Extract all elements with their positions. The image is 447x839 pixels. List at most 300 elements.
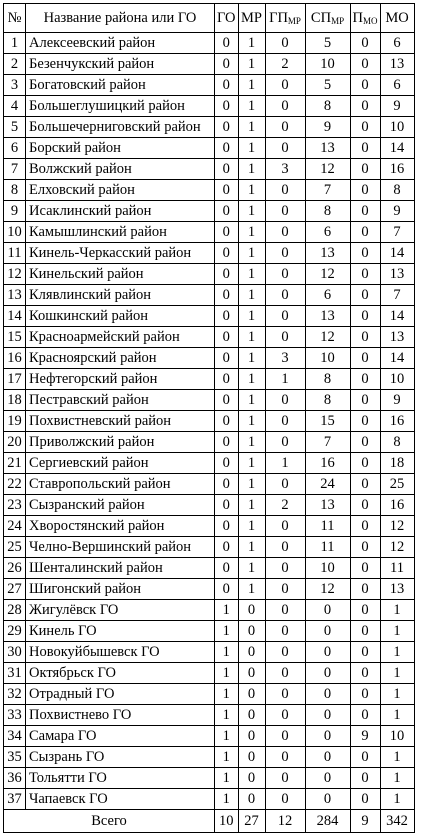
table-row	[4, 264, 415, 285]
table-row	[4, 138, 415, 159]
cell-mo: 14	[380, 306, 414, 327]
cell-sp: 15	[305, 411, 350, 432]
cell-mr: 1	[238, 159, 265, 180]
cell-go: 0	[215, 75, 239, 96]
cell-go: 0	[215, 222, 239, 243]
table-row	[4, 516, 415, 537]
cell-mo: 1	[380, 663, 414, 684]
cell-mo: 1	[380, 789, 414, 810]
cell-num: 26	[4, 558, 26, 579]
cell-gp: 0	[265, 705, 305, 726]
cell-sp: 0	[305, 768, 350, 789]
cell-district-name: Пестравский район	[26, 390, 215, 411]
cell-num: 15	[4, 327, 26, 348]
cell-num: 11	[4, 243, 26, 264]
cell-gp: 0	[265, 579, 305, 600]
districts-table	[3, 3, 415, 833]
table-row	[4, 243, 415, 264]
cell-go: 1	[215, 705, 239, 726]
cell-sp: 0	[305, 663, 350, 684]
cell-mr: 0	[238, 684, 265, 705]
cell-mo: 9	[380, 96, 414, 117]
cell-mo: 1	[380, 621, 414, 642]
cell-num: 8	[4, 180, 26, 201]
cell-district-name: Тольятти ГО	[26, 768, 215, 789]
cell-gp: 0	[265, 789, 305, 810]
cell-p: 0	[350, 243, 380, 264]
cell-sp: 12	[305, 579, 350, 600]
cell-sp: 12	[305, 264, 350, 285]
cell-mo: 9	[380, 390, 414, 411]
cell-num: 32	[4, 684, 26, 705]
cell-district-name: Борский район	[26, 138, 215, 159]
cell-district-name: Кошкинский район	[26, 306, 215, 327]
cell-num: 19	[4, 411, 26, 432]
cell-go: 1	[215, 768, 239, 789]
cell-sp: 0	[305, 684, 350, 705]
table-row	[4, 432, 415, 453]
cell-go: 0	[215, 453, 239, 474]
header-mo: МО	[380, 4, 414, 33]
cell-go: 1	[215, 789, 239, 810]
header-sp-main: СП	[310, 10, 332, 26]
header-p-sub: МО	[362, 16, 378, 26]
table-row	[4, 705, 415, 726]
table-row	[4, 789, 415, 810]
cell-p: 0	[350, 348, 380, 369]
cell-district-name: Волжский район	[26, 159, 215, 180]
cell-mr: 1	[238, 537, 265, 558]
cell-go: 0	[215, 54, 239, 75]
cell-district-name: Кинельский район	[26, 264, 215, 285]
cell-gp: 0	[265, 201, 305, 222]
cell-p: 0	[350, 96, 380, 117]
table-row	[4, 537, 415, 558]
cell-district-name: Хворостянский район	[26, 516, 215, 537]
cell-sp: 5	[305, 33, 350, 54]
cell-mo: 13	[380, 579, 414, 600]
cell-go: 0	[215, 495, 239, 516]
cell-mo: 1	[380, 768, 414, 789]
cell-gp: 0	[265, 474, 305, 495]
cell-district-name: Похвистнево ГО	[26, 705, 215, 726]
cell-mo: 10	[380, 726, 414, 747]
cell-mr: 0	[238, 663, 265, 684]
cell-district-name: Безенчукский район	[26, 54, 215, 75]
cell-num: 2	[4, 54, 26, 75]
cell-p: 0	[350, 474, 380, 495]
total-sp: 284	[305, 810, 350, 833]
cell-num: 22	[4, 474, 26, 495]
cell-sp: 8	[305, 201, 350, 222]
cell-sp: 0	[305, 705, 350, 726]
cell-p: 0	[350, 789, 380, 810]
cell-mr: 1	[238, 54, 265, 75]
header-num: №	[4, 4, 26, 33]
cell-sp: 11	[305, 516, 350, 537]
cell-gp: 0	[265, 684, 305, 705]
cell-mo: 16	[380, 495, 414, 516]
cell-num: 23	[4, 495, 26, 516]
cell-mr: 1	[238, 138, 265, 159]
cell-gp: 2	[265, 54, 305, 75]
header-row	[4, 4, 415, 33]
table-row	[4, 495, 415, 516]
cell-mr: 1	[238, 243, 265, 264]
table-row	[4, 75, 415, 96]
cell-p: 0	[350, 747, 380, 768]
cell-mr: 1	[238, 285, 265, 306]
cell-p: 0	[350, 558, 380, 579]
cell-mo: 10	[380, 117, 414, 138]
cell-gp: 0	[265, 558, 305, 579]
cell-mo: 10	[380, 369, 414, 390]
cell-district-name: Приволжский район	[26, 432, 215, 453]
cell-gp: 0	[265, 117, 305, 138]
cell-go: 0	[215, 558, 239, 579]
cell-mr: 0	[238, 747, 265, 768]
cell-gp: 0	[265, 33, 305, 54]
cell-num: 24	[4, 516, 26, 537]
cell-sp: 7	[305, 432, 350, 453]
cell-num: 18	[4, 390, 26, 411]
cell-sp: 6	[305, 222, 350, 243]
cell-num: 17	[4, 369, 26, 390]
header-mr: МР	[238, 4, 265, 33]
header-gp	[265, 4, 305, 33]
table-row	[4, 222, 415, 243]
cell-sp: 24	[305, 474, 350, 495]
cell-sp: 5	[305, 75, 350, 96]
cell-mo: 18	[380, 453, 414, 474]
cell-district-name: Чапаевск ГО	[26, 789, 215, 810]
cell-p: 0	[350, 453, 380, 474]
cell-sp: 12	[305, 159, 350, 180]
table-row	[4, 768, 415, 789]
cell-mo: 1	[380, 600, 414, 621]
table-row	[4, 474, 415, 495]
cell-go: 0	[215, 243, 239, 264]
cell-go: 0	[215, 159, 239, 180]
cell-p: 0	[350, 432, 380, 453]
cell-mo: 1	[380, 747, 414, 768]
cell-district-name: Большечерниговский район	[26, 117, 215, 138]
total-label: Всего	[4, 810, 215, 833]
cell-mr: 1	[238, 453, 265, 474]
cell-num: 13	[4, 285, 26, 306]
cell-gp: 0	[265, 516, 305, 537]
cell-district-name: Елховский район	[26, 180, 215, 201]
cell-district-name: Октябрьск ГО	[26, 663, 215, 684]
cell-mo: 25	[380, 474, 414, 495]
cell-num: 29	[4, 621, 26, 642]
cell-p: 0	[350, 33, 380, 54]
cell-mo: 1	[380, 642, 414, 663]
cell-mr: 1	[238, 558, 265, 579]
cell-sp: 0	[305, 726, 350, 747]
header-sp	[305, 4, 350, 33]
table-row	[4, 54, 415, 75]
cell-mr: 0	[238, 789, 265, 810]
cell-go: 1	[215, 663, 239, 684]
cell-district-name: Ставропольский район	[26, 474, 215, 495]
cell-gp: 0	[265, 96, 305, 117]
table-row	[4, 411, 415, 432]
cell-p: 0	[350, 222, 380, 243]
cell-gp: 0	[265, 432, 305, 453]
cell-gp: 0	[265, 327, 305, 348]
cell-go: 0	[215, 348, 239, 369]
cell-num: 33	[4, 705, 26, 726]
header-sp-sub: МР	[331, 16, 345, 26]
cell-mr: 0	[238, 600, 265, 621]
cell-mr: 0	[238, 726, 265, 747]
cell-sp: 12	[305, 327, 350, 348]
cell-gp: 0	[265, 747, 305, 768]
cell-sp: 10	[305, 558, 350, 579]
cell-mr: 1	[238, 474, 265, 495]
cell-p: 0	[350, 180, 380, 201]
table-row	[4, 600, 415, 621]
table-row	[4, 117, 415, 138]
cell-gp: 0	[265, 600, 305, 621]
cell-district-name: Сызрань ГО	[26, 747, 215, 768]
cell-mr: 1	[238, 390, 265, 411]
cell-gp: 0	[265, 768, 305, 789]
cell-mr: 1	[238, 33, 265, 54]
cell-p: 0	[350, 117, 380, 138]
cell-sp: 7	[305, 180, 350, 201]
cell-mo: 1	[380, 684, 414, 705]
cell-p: 0	[350, 369, 380, 390]
cell-go: 0	[215, 264, 239, 285]
cell-sp: 13	[305, 495, 350, 516]
cell-sp: 0	[305, 789, 350, 810]
cell-p: 0	[350, 537, 380, 558]
cell-go: 0	[215, 432, 239, 453]
cell-mr: 1	[238, 327, 265, 348]
table-row	[4, 201, 415, 222]
cell-mr: 0	[238, 642, 265, 663]
cell-p: 0	[350, 579, 380, 600]
cell-district-name: Большеглушицкий район	[26, 96, 215, 117]
cell-district-name: Шигонский район	[26, 579, 215, 600]
table-row	[4, 33, 415, 54]
cell-go: 0	[215, 285, 239, 306]
cell-p: 0	[350, 516, 380, 537]
cell-mr: 1	[238, 180, 265, 201]
cell-go: 0	[215, 306, 239, 327]
cell-num: 14	[4, 306, 26, 327]
cell-sp: 0	[305, 747, 350, 768]
cell-district-name: Клявлинский район	[26, 285, 215, 306]
cell-sp: 8	[305, 390, 350, 411]
table-row	[4, 306, 415, 327]
cell-go: 0	[215, 327, 239, 348]
cell-district-name: Красноярский район	[26, 348, 215, 369]
cell-sp: 0	[305, 600, 350, 621]
cell-mr: 1	[238, 222, 265, 243]
cell-mo: 12	[380, 516, 414, 537]
cell-p: 0	[350, 285, 380, 306]
table-row	[4, 96, 415, 117]
cell-sp: 10	[305, 348, 350, 369]
cell-sp: 0	[305, 642, 350, 663]
cell-mo: 14	[380, 348, 414, 369]
cell-mo: 13	[380, 54, 414, 75]
cell-num: 34	[4, 726, 26, 747]
cell-gp: 1	[265, 453, 305, 474]
cell-num: 10	[4, 222, 26, 243]
cell-mo: 13	[380, 327, 414, 348]
cell-mr: 1	[238, 411, 265, 432]
table-row	[4, 642, 415, 663]
cell-mo: 16	[380, 411, 414, 432]
cell-mr: 1	[238, 348, 265, 369]
cell-district-name: Кинель-Черкасский район	[26, 243, 215, 264]
cell-mo: 7	[380, 222, 414, 243]
cell-num: 1	[4, 33, 26, 54]
cell-gp: 1	[265, 369, 305, 390]
cell-gp: 0	[265, 537, 305, 558]
cell-num: 27	[4, 579, 26, 600]
cell-mr: 1	[238, 579, 265, 600]
cell-go: 0	[215, 117, 239, 138]
table-row	[4, 348, 415, 369]
cell-num: 20	[4, 432, 26, 453]
header-go: ГО	[215, 4, 239, 33]
cell-p: 0	[350, 75, 380, 96]
cell-num: 4	[4, 96, 26, 117]
cell-mr: 0	[238, 621, 265, 642]
cell-mo: 16	[380, 159, 414, 180]
header-p	[350, 4, 380, 33]
cell-mo: 12	[380, 537, 414, 558]
cell-go: 0	[215, 516, 239, 537]
cell-go: 1	[215, 684, 239, 705]
cell-p: 0	[350, 684, 380, 705]
cell-go: 0	[215, 369, 239, 390]
cell-mo: 14	[380, 243, 414, 264]
cell-mo: 13	[380, 264, 414, 285]
table-row	[4, 558, 415, 579]
cell-district-name: Жигулёвск ГО	[26, 600, 215, 621]
cell-sp: 8	[305, 96, 350, 117]
cell-mr: 1	[238, 432, 265, 453]
cell-mr: 1	[238, 75, 265, 96]
cell-gp: 0	[265, 411, 305, 432]
cell-gp: 0	[265, 642, 305, 663]
cell-num: 36	[4, 768, 26, 789]
cell-p: 0	[350, 159, 380, 180]
cell-num: 30	[4, 642, 26, 663]
header-name: Название района или ГО	[26, 4, 215, 33]
cell-mo: 9	[380, 201, 414, 222]
cell-district-name: Алексеевский район	[26, 33, 215, 54]
cell-go: 0	[215, 138, 239, 159]
cell-go: 0	[215, 579, 239, 600]
cell-go: 1	[215, 600, 239, 621]
cell-p: 0	[350, 663, 380, 684]
table-row	[4, 369, 415, 390]
total-go: 10	[215, 810, 239, 833]
cell-district-name: Шенталинский район	[26, 558, 215, 579]
cell-mo: 6	[380, 33, 414, 54]
cell-sp: 9	[305, 117, 350, 138]
table-row	[4, 621, 415, 642]
cell-sp: 13	[305, 243, 350, 264]
cell-mo: 8	[380, 432, 414, 453]
cell-p: 0	[350, 54, 380, 75]
cell-num: 9	[4, 201, 26, 222]
table-row	[4, 663, 415, 684]
cell-sp: 10	[305, 54, 350, 75]
cell-p: 0	[350, 201, 380, 222]
cell-go: 1	[215, 747, 239, 768]
cell-sp: 0	[305, 621, 350, 642]
cell-gp: 0	[265, 285, 305, 306]
cell-mr: 1	[238, 495, 265, 516]
cell-district-name: Богатовский район	[26, 75, 215, 96]
cell-mr: 1	[238, 117, 265, 138]
cell-gp: 0	[265, 663, 305, 684]
cell-sp: 6	[305, 285, 350, 306]
cell-gp: 2	[265, 495, 305, 516]
cell-sp: 11	[305, 537, 350, 558]
cell-sp: 8	[305, 369, 350, 390]
cell-gp: 3	[265, 348, 305, 369]
cell-sp: 13	[305, 306, 350, 327]
table-row	[4, 684, 415, 705]
cell-go: 0	[215, 96, 239, 117]
cell-go: 0	[215, 474, 239, 495]
cell-gp: 0	[265, 75, 305, 96]
cell-district-name: Красноармейский район	[26, 327, 215, 348]
cell-district-name: Исаклинский район	[26, 201, 215, 222]
table-row	[4, 285, 415, 306]
cell-mo: 8	[380, 180, 414, 201]
total-mr: 27	[238, 810, 265, 833]
cell-gp: 0	[265, 243, 305, 264]
cell-mr: 1	[238, 96, 265, 117]
cell-go: 0	[215, 390, 239, 411]
cell-go: 0	[215, 180, 239, 201]
cell-p: 0	[350, 138, 380, 159]
cell-mr: 1	[238, 201, 265, 222]
cell-district-name: Отрадный ГО	[26, 684, 215, 705]
cell-p: 0	[350, 600, 380, 621]
cell-gp: 0	[265, 390, 305, 411]
cell-num: 28	[4, 600, 26, 621]
cell-district-name: Сергиевский район	[26, 453, 215, 474]
cell-mr: 1	[238, 306, 265, 327]
cell-gp: 0	[265, 306, 305, 327]
cell-num: 5	[4, 117, 26, 138]
cell-mo: 7	[380, 285, 414, 306]
cell-mr: 1	[238, 369, 265, 390]
cell-p: 0	[350, 495, 380, 516]
cell-sp: 16	[305, 453, 350, 474]
cell-num: 35	[4, 747, 26, 768]
cell-gp: 0	[265, 726, 305, 747]
cell-p: 0	[350, 642, 380, 663]
cell-mr: 1	[238, 516, 265, 537]
cell-go: 0	[215, 411, 239, 432]
cell-p: 0	[350, 390, 380, 411]
cell-p: 9	[350, 726, 380, 747]
cell-go: 1	[215, 621, 239, 642]
cell-go: 0	[215, 33, 239, 54]
